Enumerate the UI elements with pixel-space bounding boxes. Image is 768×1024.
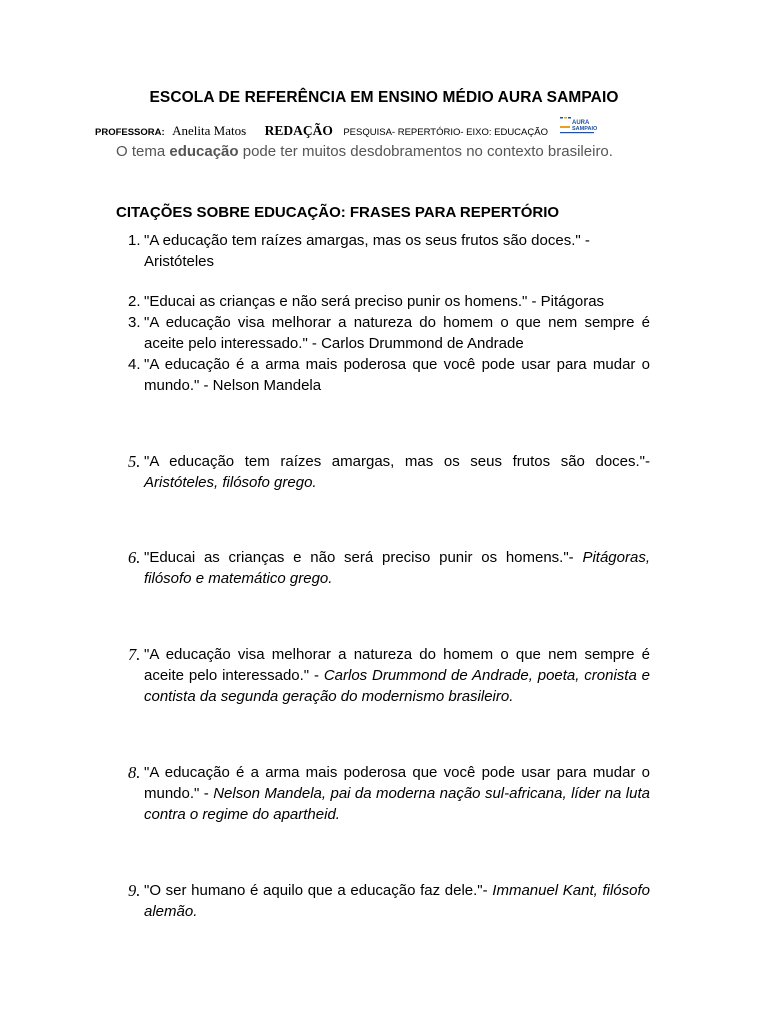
section-title: CITAÇÕES SOBRE EDUCAÇÃO: FRASES PARA REPERTÓRIO — [116, 204, 560, 221]
intro-keyword: educação — [169, 143, 239, 160]
quote-item: 4. "A educação é a arma mais poderosa que você pode usar para mudar o mundo." - Nelson Mandela — [128, 356, 650, 394]
quote-item: 3. "A educação visa melhorar a natureza do homem o que nem sempre é aceite pelo interessado." - Carlos Drummond de Andrade — [128, 314, 650, 352]
topic-text: PESQUISA- REPERTÓRIO- EIXO: EDUCAÇÃO — [343, 127, 548, 138]
subject-title: REDAÇÃO — [264, 123, 333, 138]
quote-author: Pitágoras, filósofo e matemático grego. — [144, 549, 650, 587]
quote-author: Carlos Drummond de Andrade, poeta, cronista e contista da segunda geração do modernismo brasileiro. — [144, 667, 650, 705]
teacher-name: Anelita Matos — [172, 123, 247, 138]
logo-text-bottom: SAMPAIO — [572, 126, 598, 132]
logo-text-top: AURA — [572, 120, 590, 126]
quote-item: 6. "Educai as crianças e não será preciso punir os homens."- Pitágoras, filósofo e matemático grego. — [128, 548, 650, 587]
quote-item: 1. "A educação tem raízes amargas, mas os seus frutos são doces." - Aristóteles — [128, 232, 590, 270]
quote-item: 2. "Educai as crianças e não será preciso punir os homens." - Pitágoras — [128, 293, 605, 310]
quote-author: Nelson Mandela, pai da moderna nação sul-africana, líder na luta contra o regime do apartheid. — [144, 785, 650, 823]
quote-author: Immanuel Kant, filósofo alemão. — [144, 882, 651, 920]
quote-item: 8. "A educação é a arma mais poderosa que você pode usar para mudar o mundo." - Nelson Mandela, pai da moderna nação sul-africana, líder na luta contra o regime do apartheid. — [128, 763, 650, 823]
teacher-label: PROFESSORA: — [95, 127, 165, 138]
quote-item: 7. "A educação visa melhorar a natureza do homem o que nem sempre é aceite pelo interessado." - Carlos Drummond de Andrade, poeta, cronista e contista da segunda geração do modernismo brasileiro. — [128, 645, 650, 705]
school-title: ESCOLA DE REFERÊNCIA EM ENSINO MÉDIO AURA SAMPAIO — [149, 89, 619, 106]
quote-item: 5. "A educação tem raízes amargas, mas os seus frutos são doces."- Aristóteles, filósofo grego. — [128, 452, 650, 491]
intro-paragraph: O tema educação pode ter muitos desdobramentos no contexto brasileiro. — [116, 143, 613, 160]
quote-author: Aristóteles, filósofo grego. — [144, 474, 317, 491]
quote-item: 9. "O ser humano é aquilo que a educação faz dele."- Immanuel Kant, filósofo alemão. — [128, 881, 651, 920]
school-logo — [558, 115, 598, 135]
